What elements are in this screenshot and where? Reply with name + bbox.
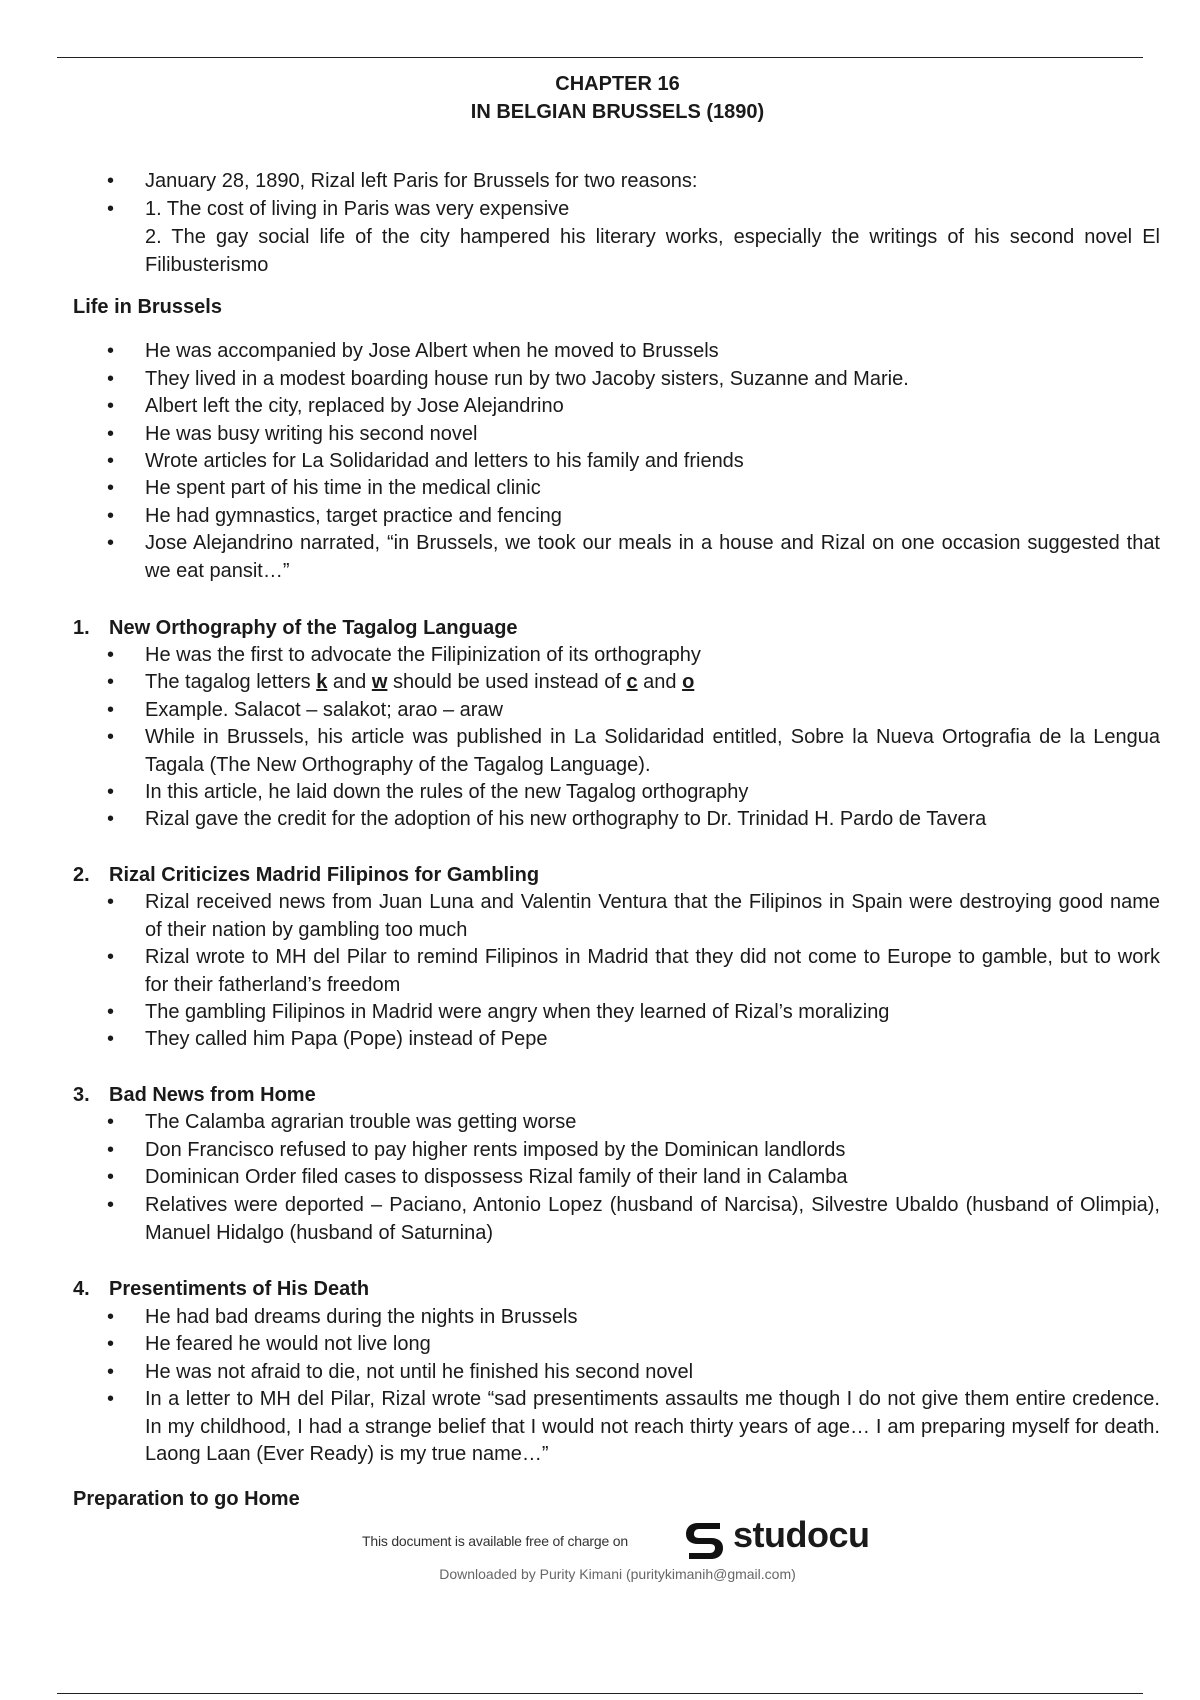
studocu-brand[interactable]: studocu <box>733 1514 870 1555</box>
list-item: • Rizal gave the credit for the adoption of his new orthography to Dr. Trinidad H. Pardo de Tavera <box>145 806 1160 834</box>
list-item: • The Calamba agrarian trouble was getting worse <box>145 1109 1160 1137</box>
section-heading-presentiments: Presentiments of His Death <box>109 1278 370 1300</box>
section-number: 2. <box>73 864 90 886</box>
list-item: • They lived in a modest boarding house run by two Jacoby sisters, Suzanne and Marie. <box>145 366 1160 394</box>
list-item: • Rizal wrote to MH del Pilar to remind Filipinos in Madrid that they did not come to Europe to gamble, but to work for their fatherland’s freedom <box>145 944 1160 999</box>
chapter-number: CHAPTER 16 <box>555 73 680 95</box>
list-item: • While in Brussels, his article was published in La Solidaridad entitled, Sobre la Nueva Ortografia de la Lengua Tagala (The New Orthography of the Tagalog Language). <box>145 724 1160 779</box>
list-item-continuation: 2. The gay social life of the city hampered his literary works, especially the writings of his second novel El Filibusterismo <box>145 226 1160 276</box>
list-item: • He was accompanied by Jose Albert when he moved to Brussels <box>145 338 1160 366</box>
section-heading-gambling: Rizal Criticizes Madrid Filipinos for Gambling <box>109 864 540 886</box>
list-item: • He was not afraid to die, not until he finished his second novel <box>145 1359 1160 1387</box>
section-number: 3. <box>73 1084 90 1106</box>
list-item: • The gambling Filipinos in Madrid were angry when they learned of Rizal’s moralizing <box>145 999 1160 1027</box>
list-item: • He had gymnastics, target practice and fencing <box>145 503 1160 531</box>
letter-o: o <box>682 671 695 693</box>
section-heading-orthography: New Orthography of the Tagalog Language <box>109 617 518 639</box>
section-heading-life: Life in Brussels <box>73 296 222 318</box>
top-rule <box>57 57 1143 58</box>
section-heading-bad-news: Bad News from Home <box>109 1084 316 1106</box>
list-item: • In a letter to MH del Pilar, Rizal wrote “sad presentiments assaults me though I do not give them entire credence. In my childhood, I had a strange belief that I would not reach thirty years of age… I am preparing myself for death. Laong Laan (Ever Ready) is my true name…” <box>145 1386 1160 1469</box>
list-item: • Jose Alejandrino narrated, “in Brussels, we took our meals in a house and Rizal on one occasion suggested that we eat pansit…” <box>145 530 1160 585</box>
list-item: • Albert left the city, replaced by Jose Alejandrino <box>145 393 1160 421</box>
list-item: • They called him Papa (Pope) instead of Pepe <box>145 1026 1160 1054</box>
bottom-rule <box>57 1693 1143 1694</box>
section-number: 4. <box>73 1278 90 1300</box>
list-item: • Wrote articles for La Solidaridad and letters to his family and friends <box>145 448 1160 476</box>
section-heading-preparation: Preparation to go Home <box>73 1488 300 1510</box>
list-item: • Don Francisco refused to pay higher rents imposed by the Dominican landlords <box>145 1137 1160 1165</box>
list-item: • He was busy writing his second novel <box>145 421 1160 449</box>
letter-c: c <box>626 671 638 693</box>
list-item: • He was the first to advocate the Filipinization of its orthography <box>145 642 1160 670</box>
chapter-title: IN BELGIAN BRUSSELS (1890) <box>470 101 765 123</box>
list-item: • He spent part of his time in the medical clinic <box>145 475 1160 503</box>
download-note: Downloaded by Purity Kimani (puritykimanih@gmail.com) <box>439 1566 796 1582</box>
list-item: • He had bad dreams during the nights in Brussels <box>145 1304 1160 1332</box>
list-item: • Dominican Order filed cases to dispossess Rizal family of their land in Calamba <box>145 1164 1160 1192</box>
studocu-logo-icon <box>680 1515 730 1570</box>
availability-note: This document is available free of charge on <box>362 1533 628 1549</box>
list-item: • Example. Salacot – salakot; arao – araw <box>145 697 1160 725</box>
list-item: • January 28, 1890, Rizal left Paris for Brussels for two reasons: <box>145 168 1160 196</box>
list-item: • He feared he would not live long <box>145 1331 1160 1359</box>
list-item: • 1. The cost of living in Paris was very expensive <box>145 196 1160 224</box>
letter-k: k <box>316 671 328 693</box>
list-item: • In this article, he laid down the rules of the new Tagalog orthography <box>145 779 1160 807</box>
letter-w: w <box>371 671 388 693</box>
section-number: 1. <box>73 617 90 639</box>
list-item: • The tagalog letters k and w should be used instead of c and o <box>145 669 1160 697</box>
list-item: • Relatives were deported – Paciano, Antonio Lopez (husband of Narcisa), Silvestre Ubaldo (husband of Olimpia), Manuel Hidalgo (husband of Saturnina) <box>145 1192 1160 1247</box>
list-item: • Rizal received news from Juan Luna and Valentin Ventura that the Filipinos in Spain were destroying good name of their nation by gambling too much <box>145 889 1160 944</box>
